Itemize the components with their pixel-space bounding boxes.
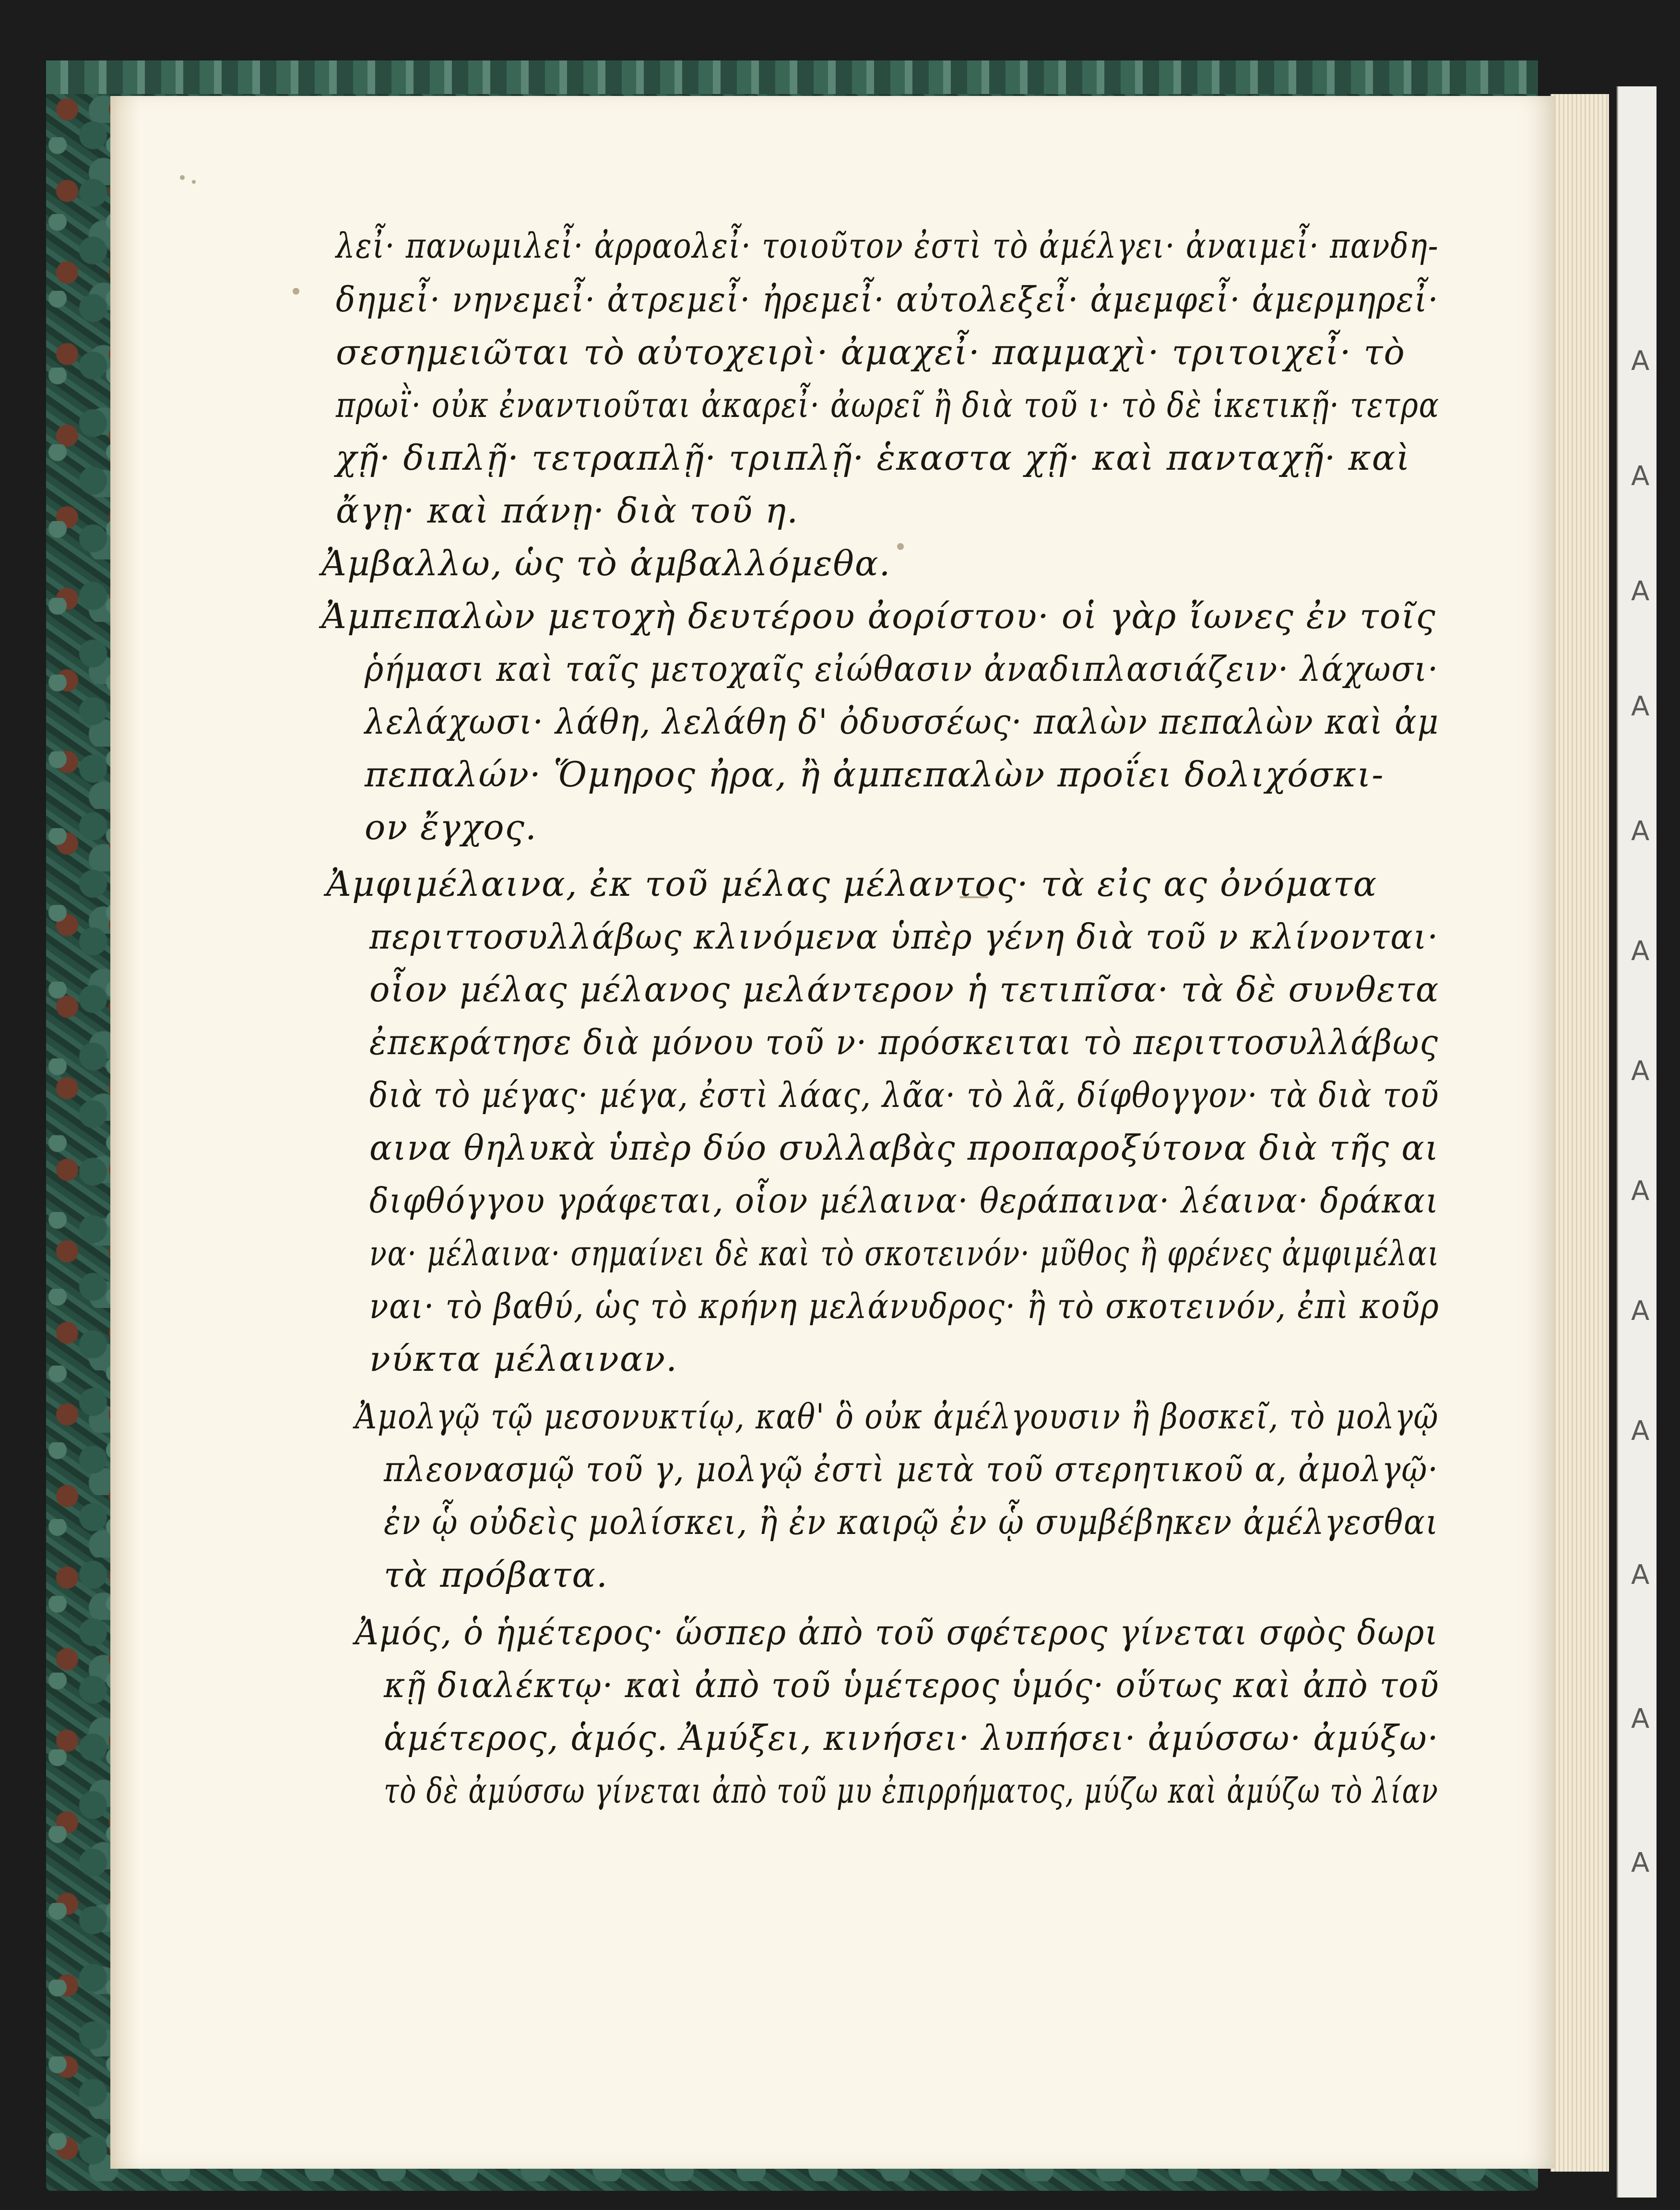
entry-heading-line: Ἀμολγῷ τῷ μεσονυκτίῳ, καθ' ὃ οὐκ ἀμέλγουσιν ἢ βοσκεῖ, τὸ μολγῷ bbox=[355, 1396, 1439, 1437]
text-line: δημεἶ· νηνεμεἶ· ἀτρεμεἶ· ἠρεμεἶ· αὐτολεξεἶ· ἀμεμφεἶ· ἀμερμηρεἶ· bbox=[336, 279, 1439, 320]
text-line: διφθόγγου γράφεται, οἷον μέλαινα· θεράπαινα· λέαινα· δράκαι bbox=[369, 1180, 1439, 1221]
text-line: πλεονασμῷ τοῦ γ, μολγῷ ἐστὶ μετὰ τοῦ στερητικοῦ α, ἀμολγῷ· bbox=[384, 1449, 1439, 1489]
paper-spot bbox=[293, 288, 299, 295]
paper-spot bbox=[180, 175, 185, 180]
text-line: κῇ διαλέκτῳ· καὶ ἀπὸ τοῦ ὑμέτερος ὑμός· οὕτως καὶ ἀπὸ τοῦ bbox=[384, 1665, 1440, 1705]
text-line: ον ἔγχος. bbox=[365, 807, 537, 847]
text-line: ἐν ᾧ οὐδεὶς μολίσκει, ἢ ἐν καιρῷ ἐν ᾧ συμβέβηκεν ἀμέλγεσθαι bbox=[384, 1502, 1439, 1542]
page-stack-edges bbox=[1550, 94, 1609, 2172]
text-line: ἐπεκράτησε διὰ μόνου τοῦ ν· πρόσκειται τὸ περιττοσυλλάβως bbox=[369, 1022, 1439, 1062]
text-line: πρωῒ· οὐκ ἐναντιοῦται ἀκαρεἶ· ἀωρεῖ ἢ διὰ τοῦ ι· τὸ δὲ ἱκετικῇ· τετρα bbox=[336, 385, 1440, 425]
entry-heading-line: Ἀμβαλλω, ὡς τὸ ἀμβαλλόμεθα. bbox=[321, 543, 891, 583]
text-line: λελάχωσι· λάθη, λελάθη δ' ὀδυσσέως· παλὼν πεπαλὼν καὶ ἀμ bbox=[365, 701, 1440, 742]
text-line: νύκτα μέλαιναν. bbox=[369, 1339, 678, 1379]
edge-letter: Α bbox=[1631, 461, 1650, 492]
text-line: ἄγῃ· καὶ πάνῃ· διὰ τοῦ η. bbox=[336, 490, 799, 531]
text-line: ῥήμασι καὶ ταῖς μετοχαῖς εἰώθασιν ἀναδιπλασιάζειν· λάχωσι· bbox=[365, 649, 1439, 689]
gutter-shadow bbox=[110, 96, 139, 2169]
cover-edge bbox=[46, 60, 1538, 94]
text-line: ἁμέτερος, ἁμός. Ἀμύξει, κινήσει· λυπήσει· ἀμύσσω· ἀμύξω· bbox=[384, 1718, 1439, 1758]
text-line: λεἶ· πανωμιλεἶ· ἀρραολεἶ· τοιοῦτον ἐστὶ τὸ ἀμέλγει· ἀναιμεἶ· πανδη- bbox=[336, 226, 1439, 266]
text-line: πεπαλών· Ὅμηρος ἠρα, ἢ ἀμπεπαλὼν προΐει δολιχόσκι- bbox=[365, 754, 1384, 795]
entry-heading-line: Ἀμός, ὁ ἡμέτερος· ὥσπερ ἀπὸ τοῦ σφέτερος γίνεται σφὸς δωρι bbox=[355, 1612, 1439, 1652]
edge-letter: Α bbox=[1631, 816, 1650, 847]
text-line: σεσημειῶται τὸ αὐτοχειρὶ· ἀμαχεἶ· παμμαχὶ· τριτοιχεἶ· τὸ bbox=[336, 332, 1406, 372]
text-line: οἷον μέλας μέλανος μελάντερον ἡ τετιπῖσα· τὰ δὲ συνθετα bbox=[369, 969, 1440, 1010]
text-line: τὰ πρόβατα. bbox=[384, 1555, 608, 1595]
edge-letter: Α bbox=[1631, 1559, 1650, 1591]
text-line: αινα θηλυκὰ ὑπὲρ δύο συλλαβὰς προπαροξύτονα διὰ τῆς αι bbox=[369, 1128, 1440, 1168]
edge-letter: Α bbox=[1631, 576, 1650, 607]
text-line: τὸ δὲ ἀμύσσω γίνεται ἀπὸ τοῦ μυ ἐπιρρήματος, μύζω καὶ ἀμύζω τὸ λίαν bbox=[384, 1770, 1439, 1811]
page-edge-strip bbox=[1617, 86, 1656, 2198]
edge-letter: Α bbox=[1631, 1176, 1650, 1207]
text-line: ναι· τὸ βαθύ, ὡς τὸ κρήνη μελάνυδρος· ἢ τὸ σκοτεινόν, ἐπὶ κοῦρ bbox=[369, 1286, 1440, 1326]
entry-heading-line: Ἀμφιμέλαινα, ἐκ τοῦ μέλας μέλαντος· τὰ εἰς ας ὀνόματα bbox=[326, 864, 1378, 904]
text-line: να· μέλαινα· σημαίνει δὲ καὶ τὸ σκοτεινόν· μῦθος ἢ φρένες ἀμφιμέλαι bbox=[369, 1233, 1440, 1273]
edge-letter: Α bbox=[1631, 1703, 1650, 1735]
text-line: διὰ τὸ μέγας· μέγα, ἐστὶ λάας, λᾶα· τὸ λᾶ, δίφθογγον· τὰ διὰ τοῦ bbox=[369, 1075, 1440, 1115]
edge-letter: Α bbox=[1631, 345, 1650, 377]
edge-letter: Α bbox=[1631, 691, 1650, 722]
paper-spot bbox=[897, 543, 904, 550]
text-line: περιττοσυλλάβως κλινόμενα ὑπὲρ γένη διὰ τοῦ ν κλίνονται· bbox=[369, 916, 1439, 957]
paper-spot bbox=[192, 180, 196, 184]
text-line: χῇ· διπλῇ· τετραπλῇ· τριπλῇ· ἑκαστα χῇ· καὶ πανταχῇ· καὶ bbox=[336, 438, 1411, 478]
edge-letter: Α bbox=[1631, 936, 1650, 967]
entry-heading-line: Ἀμπεπαλὼν μετοχὴ δευτέρου ἀορίστου· οἱ γὰρ ἴωνες ἐν τοῖς bbox=[321, 596, 1436, 636]
edge-letter: Α bbox=[1631, 1056, 1650, 1087]
edge-letter: Α bbox=[1631, 1295, 1650, 1327]
edge-letter: Α bbox=[1631, 1847, 1650, 1878]
edge-letter: Α bbox=[1631, 1415, 1650, 1447]
